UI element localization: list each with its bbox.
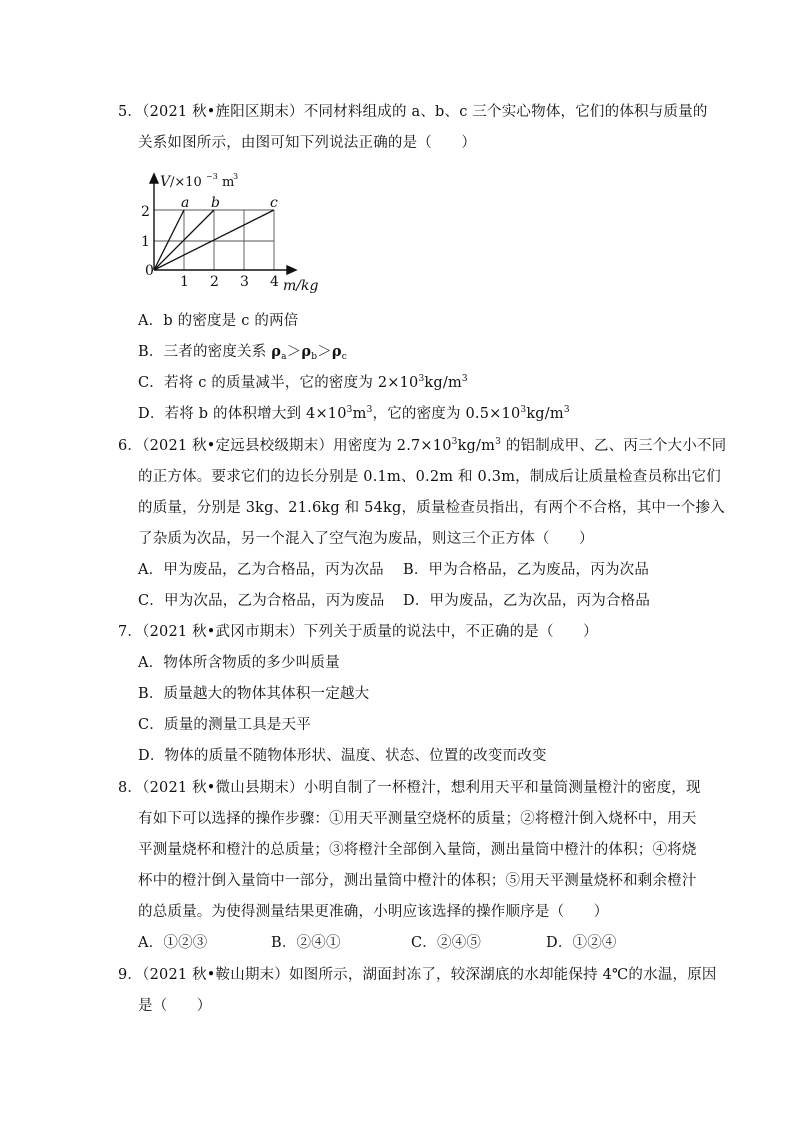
- q6-option-c[interactable]: [138, 591, 385, 611]
- q5-option-c-unit-exp: 3: [461, 374, 468, 384]
- q5-option-c-prefix: C．若将 c 的质量减半，它的密度为 2×10: [138, 375, 419, 391]
- q8-stem-line2: 有如下可以选择的操作步骤：①用天平测量空烧杯的质量；②将橙汁倒入烧杯中，用天: [138, 811, 697, 827]
- rho-symbol-c: ρ: [331, 343, 342, 360]
- q6-option-a[interactable]: [138, 560, 384, 580]
- q7-option-a-text: A．物体所含物质的多少叫质量: [138, 655, 340, 671]
- q8-option-b[interactable]: [271, 933, 341, 953]
- q6-line4: [138, 529, 594, 549]
- q6-stem-a: 用密度为 2.7×10: [333, 438, 452, 454]
- x-tick-3: 3: [240, 274, 249, 290]
- q8-option-d[interactable]: [546, 933, 617, 953]
- q8-line2: [138, 809, 697, 829]
- q5-option-d-exp1: 3: [346, 405, 353, 415]
- q5-option-d-exp3: 3: [520, 405, 527, 415]
- q5-stem-line1: 不同材料组成的 a、b、c 三个实心物体，它们的体积与质量的: [303, 104, 708, 120]
- q8-option-c-text: C．②④⑤: [411, 935, 482, 951]
- q6-option-c-text: C．甲为次品，乙为合格品，丙为废品: [138, 593, 385, 609]
- q7-option-c[interactable]: [138, 715, 311, 735]
- q6-number: 6．: [118, 438, 143, 454]
- rho-symbol-a: ρ: [271, 343, 282, 360]
- q5-option-c-exp: 3: [418, 374, 425, 384]
- q7-option-d-text: D．物体的质量不随物体形状、温度、状态、位置的改变而改变: [138, 748, 547, 764]
- gt-1: ＞: [286, 344, 302, 360]
- q7-option-d[interactable]: [138, 746, 547, 766]
- q5-option-b[interactable]: [138, 342, 347, 362]
- q8-line1: [118, 778, 701, 798]
- q7-stem: 下列关于质量的说法中，不正确的是（ ）: [303, 624, 598, 640]
- origin-label: 0: [145, 263, 154, 279]
- y-axis-label-v: V: [160, 174, 171, 190]
- x-tick-1: 1: [180, 274, 189, 290]
- q5-option-b-prefix: B．三者的密度关系: [138, 344, 272, 360]
- y-axis-arrow: [150, 174, 158, 183]
- q6-line2: [138, 467, 721, 487]
- q9-stem-line2: 是（ ）: [138, 998, 212, 1014]
- q7-option-b[interactable]: [138, 684, 369, 704]
- q6-option-d[interactable]: [403, 591, 650, 611]
- y-axis-label-exp: −3: [206, 172, 218, 181]
- x-axis-label: m/kg: [283, 278, 319, 294]
- q6-option-b[interactable]: [403, 560, 649, 580]
- y-tick-2: 2: [141, 204, 150, 220]
- q7-option-a[interactable]: [138, 653, 340, 673]
- q7-number: 7．: [118, 624, 143, 640]
- q9-stem-line1: 如图所示，湖面封冻了，较深湖底的水却能保持 4℃的水温，原因: [289, 967, 717, 983]
- rho-sub-c: c: [341, 352, 347, 362]
- q5-number: 5．: [118, 104, 143, 120]
- q6-stem-b: 的铝制成甲、乙、丙三个大小不同: [501, 438, 727, 454]
- y-tick-1: 1: [141, 234, 150, 250]
- q7-option-b-text: B．质量越大的物体其体积一定越大: [138, 686, 370, 702]
- q8-option-c[interactable]: [411, 933, 481, 953]
- q8-line5: [138, 902, 608, 922]
- q8-number: 8．: [118, 780, 143, 796]
- q6-line1: [118, 436, 726, 456]
- q5-line2: [138, 133, 476, 153]
- q5-option-d-rest: ，它的密度为 0.5×10: [372, 406, 521, 422]
- q8-line4: [138, 871, 697, 891]
- x-tick-2: 2: [210, 274, 219, 290]
- q5-option-c[interactable]: [138, 373, 468, 393]
- q9-line2: [138, 996, 212, 1016]
- q7-line1: [118, 622, 598, 642]
- q6-stem-unit-exp: 3: [495, 437, 502, 447]
- q8-stem-line3: 平测量烧杯和橙汁的总质量；③将橙汁全部倒入量筒，测出量筒中橙汁的体积；④将烧: [138, 842, 697, 858]
- q6-option-d-text: D．甲为废品，乙为次品，丙为合格品: [403, 593, 651, 609]
- q6-stem-line2: 的正方体。要求它们的边长分别是 0.1m、0.2m 和 0.3m，制成后让质量检查员称出它们: [138, 469, 721, 485]
- q8-option-d-text: D．①②④: [546, 935, 617, 951]
- q9-source: （2021 秋•鞍山期末）: [142, 967, 290, 983]
- q6-option-a-text: A．甲为废品，乙为合格品，丙为次品: [138, 562, 384, 578]
- q8-stem-line1: 小明自制了一杯橙汁，想利用天平和量筒测量橙汁的密度，现: [303, 780, 701, 796]
- line-b-label: b: [211, 195, 220, 211]
- q5-option-c-unit: kg/m: [424, 375, 462, 391]
- q9-number: 9．: [118, 967, 143, 983]
- y-axis-label-m: m: [222, 175, 235, 190]
- x-axis-arrow: [287, 266, 296, 274]
- q5-option-a-text: A．b 的密度是 c 的两倍: [138, 313, 299, 329]
- q7-source: （2021 秋•武冈市期末）: [142, 624, 304, 640]
- y-axis-label-unit: /×10: [170, 175, 202, 190]
- q8-option-a-text: A．①②③: [138, 935, 208, 951]
- q6-stem-line4: 了杂质为次品，另一个混入了空气泡为废品，则这三个正方体（ ）: [138, 531, 594, 547]
- rho-sub-a: a: [281, 352, 287, 362]
- q6-option-b-text: B．甲为合格品，乙为废品，丙为次品: [403, 562, 650, 578]
- line-a-label: a: [181, 195, 190, 211]
- q9-line1: [118, 965, 717, 985]
- q8-option-b-text: B．②④①: [271, 935, 341, 951]
- q5-option-d-mid: m: [352, 406, 367, 422]
- line-a: [154, 210, 184, 270]
- q5-line1: [118, 102, 708, 122]
- q8-source: （2021 秋•微山县期末）: [142, 780, 304, 796]
- q7-option-c-text: C．质量的测量工具是天平: [138, 717, 311, 733]
- gt-2: ＞: [317, 344, 332, 360]
- q5-stem-line2: 关系如图所示，由图可知下列说法正确的是（ ）: [138, 135, 477, 151]
- x-tick-4: 4: [270, 274, 279, 290]
- y-axis-label-m-exp: 3: [233, 172, 239, 181]
- q5-source: （2021 秋•旌阳区期末）: [142, 104, 304, 120]
- q6-stem-unit: kg/m: [457, 438, 496, 454]
- rho-sub-b: b: [311, 352, 318, 362]
- q5-option-d-prefix: D．若将 b 的体积增大到 4×10: [138, 406, 347, 422]
- q6-stem-exp: 3: [451, 437, 458, 447]
- q5-volume-mass-graph: [140, 166, 340, 296]
- q6-source: （2021 秋•定远县校级期末）: [142, 438, 334, 454]
- q5-option-d[interactable]: [138, 404, 570, 424]
- q8-stem-line5: 的总质量。为使得测量结果更准确，小明应该选择的操作顺序是（ ）: [138, 904, 609, 920]
- q6-line3: [138, 498, 725, 518]
- q5-option-d-exp4: 3: [563, 405, 570, 415]
- line-c-label: c: [270, 195, 278, 211]
- q5-option-a[interactable]: [138, 311, 299, 331]
- q8-stem-line4: 杯中的橙汁倒入量筒中一部分，测出量筒中橙汁的体积；⑤用天平测量烧杯和剩余橙汁: [138, 873, 697, 889]
- q8-option-a[interactable]: [138, 933, 207, 953]
- q5-option-d-exp2: 3: [366, 405, 373, 415]
- rho-symbol-b: ρ: [301, 343, 312, 360]
- q8-line3: [138, 840, 697, 860]
- q5-option-d-unit: kg/m: [526, 406, 564, 422]
- q6-stem-line3: 的质量，分别是 3kg、21.6kg 和 54kg，质量检查员指出，有两个不合格，其中一个掺入: [138, 500, 725, 516]
